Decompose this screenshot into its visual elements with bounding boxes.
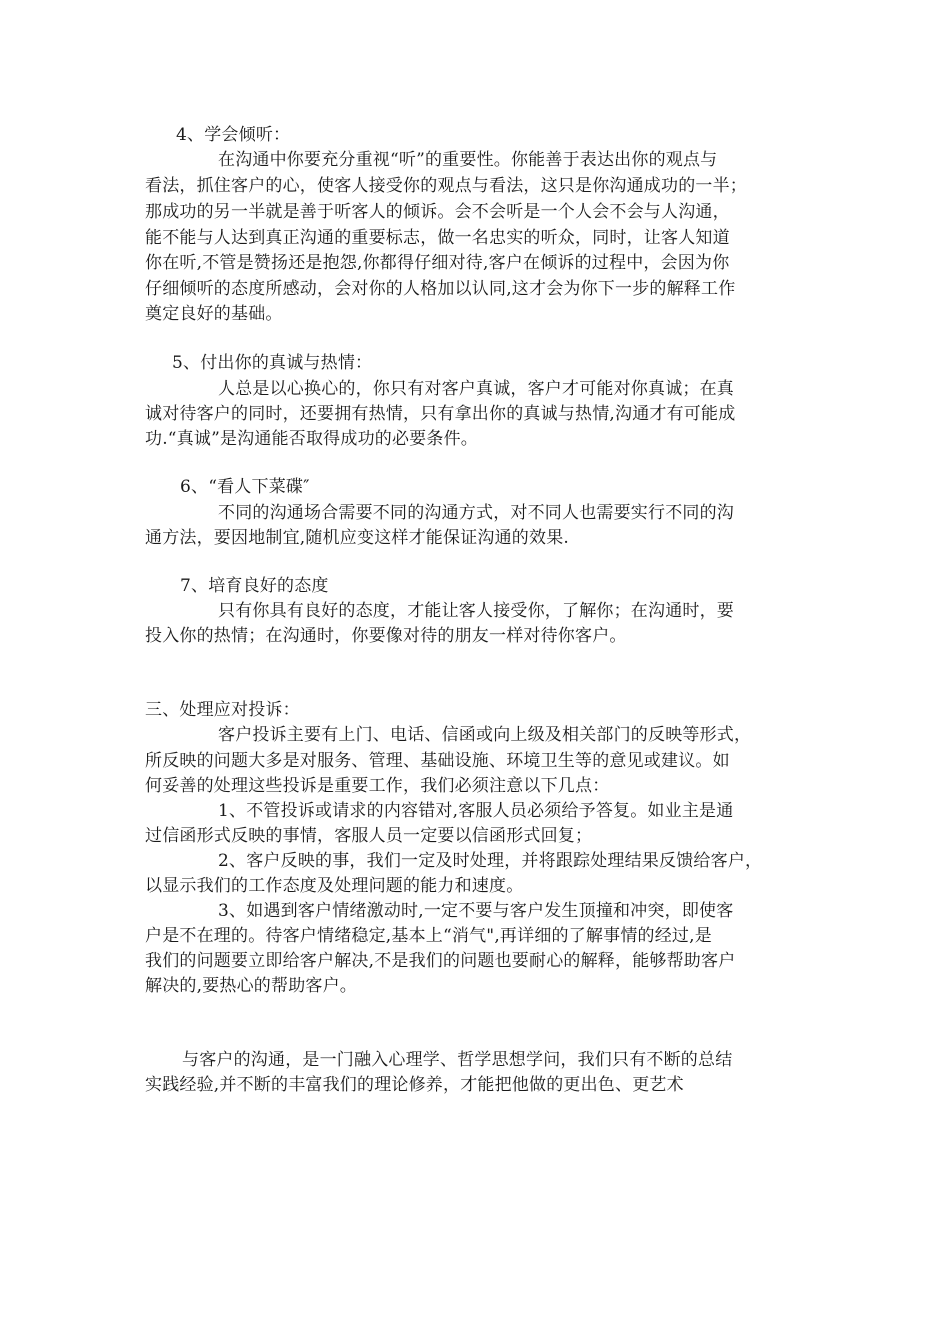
paragraph-line: 通方法，要因地制宜,随机应变这样才能保证沟通的效果.: [145, 528, 570, 548]
conclusion-line: 实践经验,并不断的丰富我们的理论修养，才能把他做的更出色、更艺术: [145, 1075, 684, 1095]
paragraph-line: 我们的问题要立即给客户解决,不是我们的问题也要耐心的解释，能够帮助客户: [145, 951, 736, 971]
list-item-line: 3、如遇到客户情绪激动时,一定不要与客户发生顶撞和冲突，即使客: [218, 901, 734, 921]
paragraph-line: 你在听,不管是赞扬还是抱怨,你都得仔细对待,客户在倾诉的过程中，会因为你: [145, 253, 730, 273]
paragraph-line: 客户投诉主要有上门、电话、信函或向上级及相关部门的反映等形式，: [218, 725, 752, 745]
section-heading-attitude: 7、培育良好的态度: [180, 576, 329, 596]
paragraph-line: 户是不在理的。待客户情绪稳定,基本上“消气",再详细的了解事情的经过,是: [145, 926, 712, 946]
paragraph-line: 能不能与人达到真正沟通的重要标志，做一名忠实的听众，同时，让客人知道: [145, 228, 730, 248]
list-item-line: 1、不管投诉或请求的内容错对,客服人员必须给予答复。如业主是通: [218, 801, 734, 821]
paragraph-line: 不同的沟通场合需要不同的沟通方式，对不同人也需要实行不同的沟: [218, 503, 734, 523]
paragraph-line: 以显示我们的工作态度及处理问题的能力和速度。: [145, 876, 524, 896]
paragraph-line: 所反映的问题大多是对服务、管理、基础设施、环境卫生等的意见或建议。如: [145, 751, 730, 771]
paragraph-line: 那成功的另一半就是善于听客人的倾诉。会不会听是一个人会不会与人沟通，: [145, 202, 730, 222]
paragraph-line: 诚对待客户的同时，还要拥有热情，只有拿出你的真诚与热情,沟通才有可能成: [145, 404, 736, 424]
section-heading-sincerity: 5、付出你的真诚与热情：: [172, 353, 373, 373]
paragraph-line: 解决的,要热心的帮助客户。: [145, 976, 358, 996]
paragraph-line: 奠定良好的基础。: [145, 304, 283, 324]
section-heading-complaints: 三、处理应对投诉：: [145, 700, 300, 720]
section-heading-adapt: 6、“看人下菜碟″: [180, 477, 310, 497]
conclusion-line: 与客户的沟通，是一门融入心理学、哲学思想学问，我们只有不断的总结: [182, 1050, 733, 1070]
paragraph-line: 只有你具有良好的态度，才能让客人接受你，了解你；在沟通时，要: [218, 601, 734, 621]
paragraph-line: 功.“真诚”是沟通能否取得成功的必要条件。: [145, 429, 478, 449]
paragraph-line: 在沟通中你要充分重视“听”的重要性。你能善于表达出你的观点与: [218, 150, 718, 170]
paragraph-line: 仔细倾听的态度所感动，会对你的人格加以认同,这才会为你下一步的解释工作: [145, 279, 736, 299]
paragraph-line: 看法，抓住客户的心，使客人接受你的观点与看法，这只是你沟通成功的一半；: [145, 176, 747, 196]
paragraph-line: 过信函形式反映的事情，客服人员一定要以信函形式回复；: [145, 826, 593, 846]
paragraph-line: 投入你的热情；在沟通时，你要像对待的朋友一样对待你客户。: [145, 626, 627, 646]
section-heading-listen: 4、学会倾听：: [176, 125, 291, 145]
paragraph-line: 何妥善的处理这些投诉是重要工作，我们必须注意以下几点：: [145, 776, 610, 796]
paragraph-line: 人总是以心换心的，你只有对客户真诚，客户才可能对你真诚；在真: [218, 379, 734, 399]
list-item-line: 2、客户反映的事，我们一定及时处理，并将跟踪处理结果反馈给客户，: [218, 851, 763, 871]
